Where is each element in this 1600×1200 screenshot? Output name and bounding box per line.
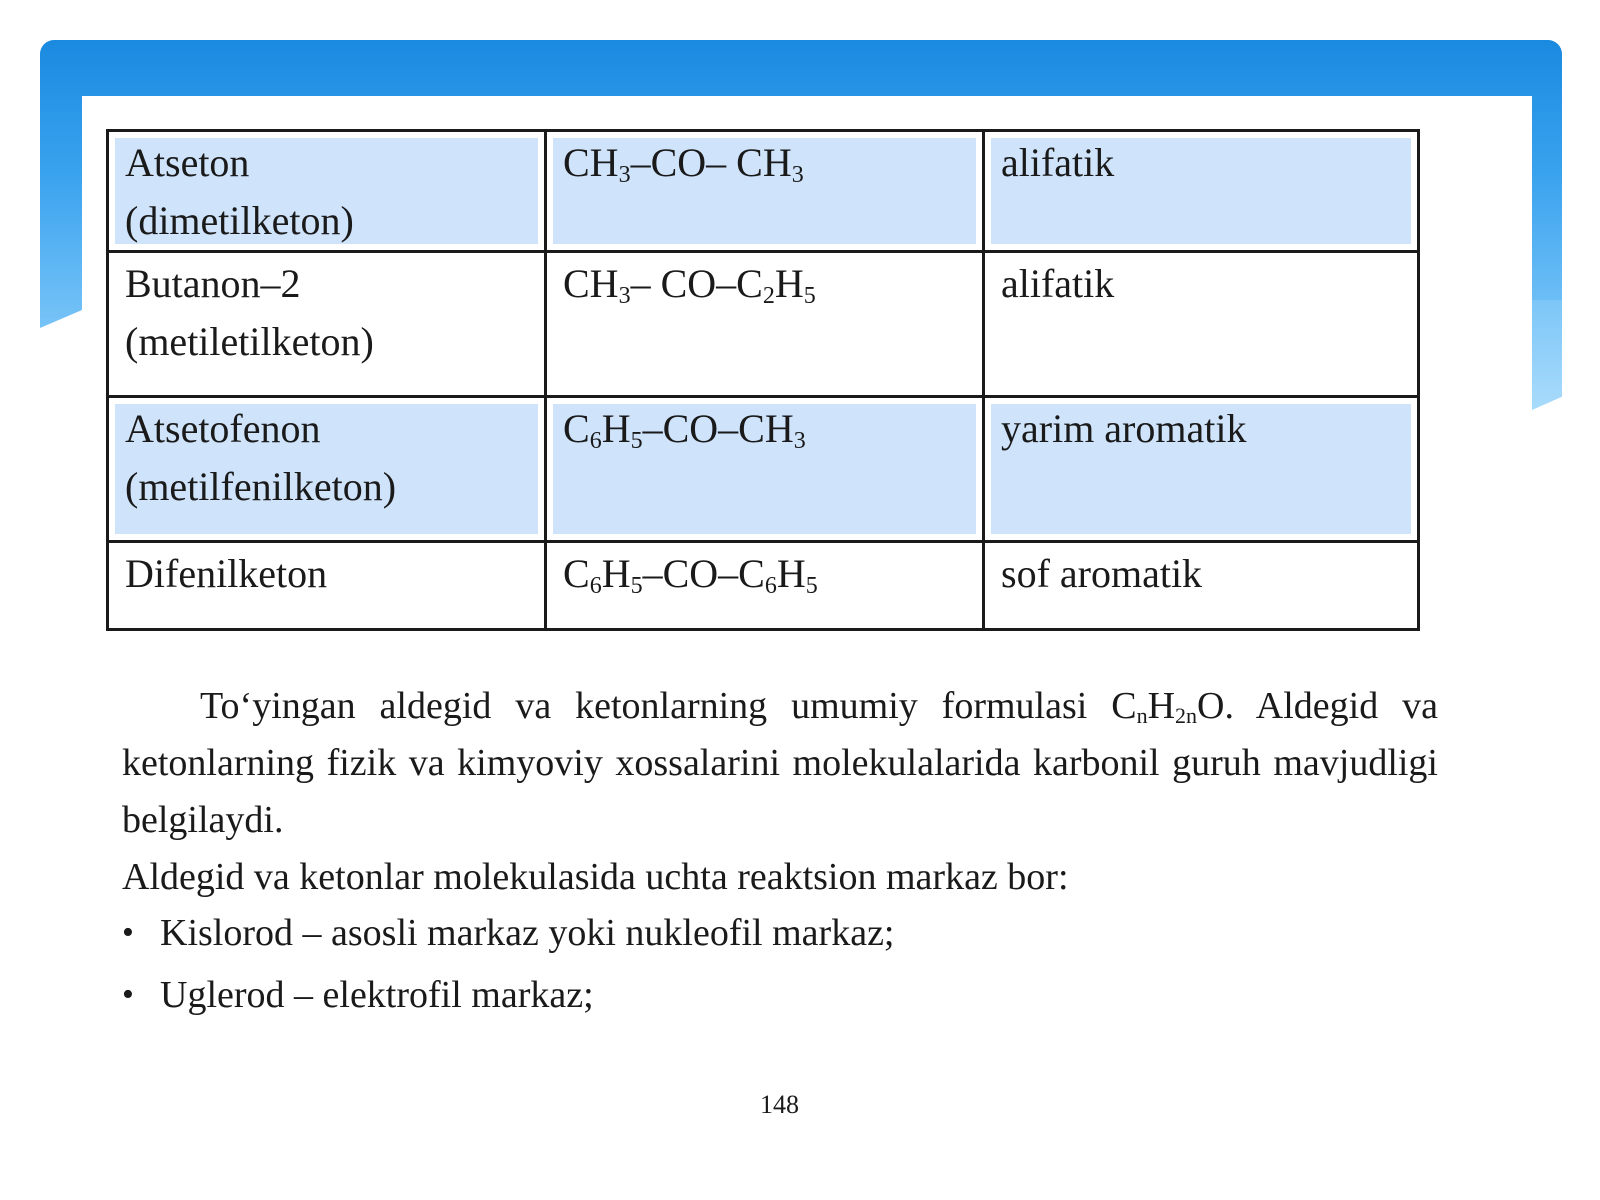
compound-name: Difenilketon xyxy=(125,551,328,596)
formula-cell xyxy=(546,397,984,542)
compound-name: Butanon–2 xyxy=(125,261,301,306)
ketones-table xyxy=(106,129,1420,631)
list-item xyxy=(122,964,895,1026)
compound-name: Atseton xyxy=(125,140,250,185)
general-formula-paragraph xyxy=(122,678,1438,849)
paragraph-text-start: To‘yingan aldegid va ketonlarning umumiy formulasi C xyxy=(200,685,1137,727)
formula-subscript: 2 xyxy=(762,283,775,309)
compound-name-cell xyxy=(108,131,546,252)
compound-name: Atsetofenon xyxy=(125,406,321,451)
formula-subscript: 6 xyxy=(764,573,777,599)
band-right-edge xyxy=(1532,300,1562,410)
list-item xyxy=(122,902,895,964)
formula-subscript: 3 xyxy=(618,162,631,188)
chemical-formula: $CH_3-CO-$ $CH_3$ xyxy=(563,140,804,188)
type-cell xyxy=(984,397,1419,542)
table-row xyxy=(108,131,1419,252)
compound-alt-name: (metilfenilketon) xyxy=(125,464,397,509)
table-row xyxy=(108,252,1419,397)
compound-alt-name: (metiletilketon) xyxy=(125,319,374,364)
formula-subscript: 3 xyxy=(618,283,631,309)
formula-hydrogen: H xyxy=(1147,685,1176,727)
type-cell xyxy=(984,252,1419,397)
formula-cell xyxy=(546,131,984,252)
compound-name-cell xyxy=(108,397,546,542)
table-row xyxy=(108,542,1419,630)
formula-subscript: 6 xyxy=(589,428,602,454)
reaction-centers-list xyxy=(122,902,895,1026)
compound-alt-name: (dimetilketon) xyxy=(125,198,354,243)
chemical-formula: $C_6H_5-CO-C_6H_5$ xyxy=(563,551,818,599)
formula-subscript-n: n xyxy=(1136,703,1148,728)
type-cell xyxy=(984,131,1419,252)
formula-subscript: 6 xyxy=(589,573,602,599)
compound-name-cell xyxy=(108,542,546,630)
formula-subscript: 5 xyxy=(805,573,818,599)
compound-type: alifatik xyxy=(1001,140,1115,185)
formula-cell xyxy=(546,542,984,630)
formula-cell xyxy=(546,252,984,397)
formula-subscript: 3 xyxy=(793,428,806,454)
compound-name-cell xyxy=(108,252,546,397)
list-item-text: Uglerod – elektrofil markaz; xyxy=(160,974,594,1016)
paragraph-text-end: O. Aldegid va ketonlarning fizik va kimyoviy xossalarini molekulalarida karbonil guruh mavjudligi belgilaydi. xyxy=(122,685,1438,841)
type-cell xyxy=(984,542,1419,630)
reaction-centers-paragraph: Aldegid va ketonlar molekulasida uchta reaktsion markaz bor: xyxy=(122,856,1069,898)
compound-type: sof aromatik xyxy=(1001,551,1203,596)
bullet-icon: • xyxy=(122,914,134,951)
list-item-text: Kislorod – asosli markaz yoki nukleofil markaz; xyxy=(160,912,895,954)
formula-subscript-2n: 2n xyxy=(1175,703,1198,728)
table-row xyxy=(108,397,1419,542)
formula-subscript: 3 xyxy=(791,162,804,188)
chemical-formula: $CH_3-$ $CO-C_2H_5$ xyxy=(563,261,816,309)
formula-subscript: 5 xyxy=(630,428,643,454)
page-number: 148 xyxy=(760,1090,799,1119)
bullet-icon: • xyxy=(122,976,134,1013)
formula-subscript: 5 xyxy=(803,283,816,309)
formula-subscript: 5 xyxy=(630,573,643,599)
compound-type: yarim aromatik xyxy=(1001,406,1247,451)
compound-type: alifatik xyxy=(1001,261,1115,306)
chemical-formula: $C_6H_5-CO-CH_3$ xyxy=(563,406,806,454)
